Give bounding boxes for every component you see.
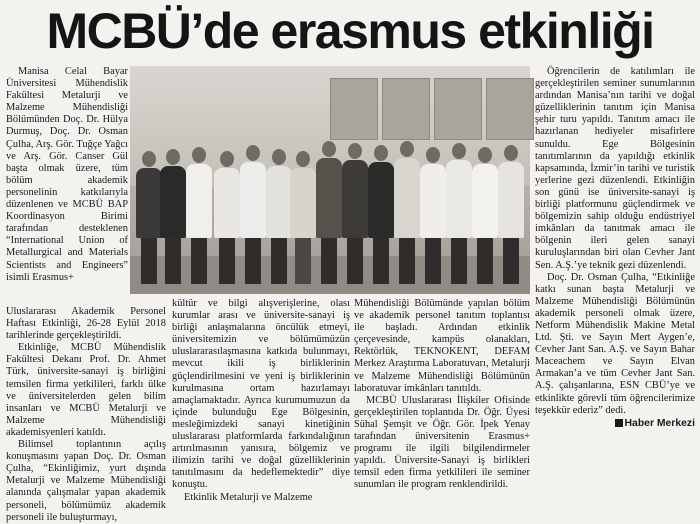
event-group-photo — [130, 66, 530, 294]
paragraph: Manisa Celal Bayar Üniversitesi Mühendislik Fakültesi Metalurji ve Malzeme Mühendisliği Bölümünden Doç. Dr. Hülya Durmuş, Doç. Dr. Osman Çulha, Arş. Gör. Tuğçe Yağcı ve Arş. Gör. Canser Gül başta olmak üzere, tüm bölüm akademik personelinin katkılarıyla düzenlenen ve MCBÜ BAP Koordinasyon Birimi tarafından desteklenen “International Union of Metallurgical and Materials Scientists and Engineers” isimli Erasmus+ — [6, 66, 128, 283]
article-column-1-top — [6, 66, 128, 306]
paragraph: Etkinliğe, MCBÜ Mühendislik Fakültesi Dekanı Prof. Dr. Ahmet Türk, üniversite-sanayi iş birliğini temsilen firma yetkilileri, farklı ülke ve üniversitelerden gelen bilim insanları ve MCBÜ Metalurji ve Malzeme Mühendisliği akademisyenleri katıldı. — [6, 342, 166, 438]
byline-square-icon — [615, 419, 623, 427]
headline: MCBÜ’de erasmus etkinliği — [46, 3, 654, 59]
paragraph: Etkinlik Metalurji ve Malzeme — [184, 491, 313, 503]
article-column-3 — [354, 298, 530, 491]
article-column-2 — [172, 298, 350, 503]
byline — [535, 418, 695, 430]
paragraph: MCBÜ Uluslararası İlişkiler Ofisinde gerçekleştirilen toplantıda Dr. Öğr. Üyesi Sühal Şemşit ve Öğr. Gör. İpek Yenay tarafından üniversitenin Erasmus+ programı ile ilgili bilgilendirmeler yapıldı. Üniversite-Sanayi iş birlikleri temsil eden firma yetkilileri ile seminer sunumları ile program renklendirildi. — [354, 394, 530, 491]
article-column-1-bottom — [6, 306, 166, 523]
paragraph: Mühendisliği Bölümünde yapılan bölüm ve akademik personel tanıtım toplantısı ile başladı. Ardından etkinlik çerçevesinde, kampüs olanakları, Rektörlük, TEKNOKENT, DEFAM Merkez Araştırma Laboratuvarı, Metalurji ve Malzeme Mühendisliği Bölümünün laboratuvar imkânları tanıtıldı. — [354, 298, 530, 394]
paragraph: Uluslararası Akademik Personel Haftası Etkinliği, 26-28 Eylül 2018 tarihlerinde gerçekleştirildi. — [6, 306, 166, 342]
paragraph: Öğrencilerin de katılımları ile gerçekleştirilen seminer sunumlarının ardından Manisa’nın tarihi ve doğal güzelliklerinin tanıtım için Manisa şehir turu yapıldı. Tanıtım amacı ile hazırlanan hediyeler misafirlere sunuldu. Ege Bölgesinin tanıtımlarının da yapıldığı etkinlik kapsamında, İzmir’in tarihi ve turistik yerlerine gezi düzenlendi. Etkinliğin son günü ise üniversite-sanayi iş birliği platformunu güçlendirmek ve bölgemizin sahip olduğu endüstriyel imkânları da tanıtmak amacı ile bölgenin ileri gelen sanayi kuruluşlarından biri olan Cevher Jant Sen. A.Ş.’ye teknik gezi düzenlendi. — [535, 66, 695, 271]
byline-text: Haber Merkezi — [624, 417, 695, 429]
paragraph: Doç. Dr. Osman Çulha, “Etkinliğe katkı sunan başta Metalurji ve Malzeme Mühendisliği Bölümünün akademik personeli olmak üzere, Netform Mühendislik Makine Metal Ltd. Şti. ve Sayın Mert Aygen’e, Cevher Jant San. A.Ş. ve Sayın Bahar Maceachem ve Sayın Elvan Armakan’a ve tüm Cevher Jant San. A.Ş. çalışanlarına, ESN CBÜ’ye ve etkinlikte görevli tüm öğrencilerimize teşekkür ederiz” dedi. — [535, 271, 695, 416]
paragraph: kültür ve bilgi alışverişlerine, olası kurumlar arası ve üniversite-sanayi iş birliği anlaşmalarına öncülük etmeyi, üniversitemizin ve bölümümüzün uluslararasılaşmasına katkıda bulunmayı, mevcut ikili iş birliklerinin güçlendirilmesini ve yeni iş birliklerinin kurulmasına ortam hazırlamayı amaçlamaktadır. Ayrıca kurumumuzun da içinde bulunduğu Ege Bölgesinin, mesleğimizdeki sanayi kinetiğinin uluslararası platformlarda farkındalığının artırılmasının yanısıra, bölgemiz ve ilimizin tarihi ve doğal güzelliklerinin tanıtılmasını da hedeflemektedir” diye konuştu. — [172, 298, 350, 491]
paragraph: Bilimsel toplantının açılış konuşmasını yapan Doç. Dr. Osman Çulha, “Ekinliğimiz, yurt dışında Metalurji ve Malzeme Mühendisliği alanında çalışmalar yapan akademik personeli, bölümümüz akademik personeli ile buluşturmayı, — [6, 439, 166, 523]
article-column-4 — [535, 66, 695, 484]
